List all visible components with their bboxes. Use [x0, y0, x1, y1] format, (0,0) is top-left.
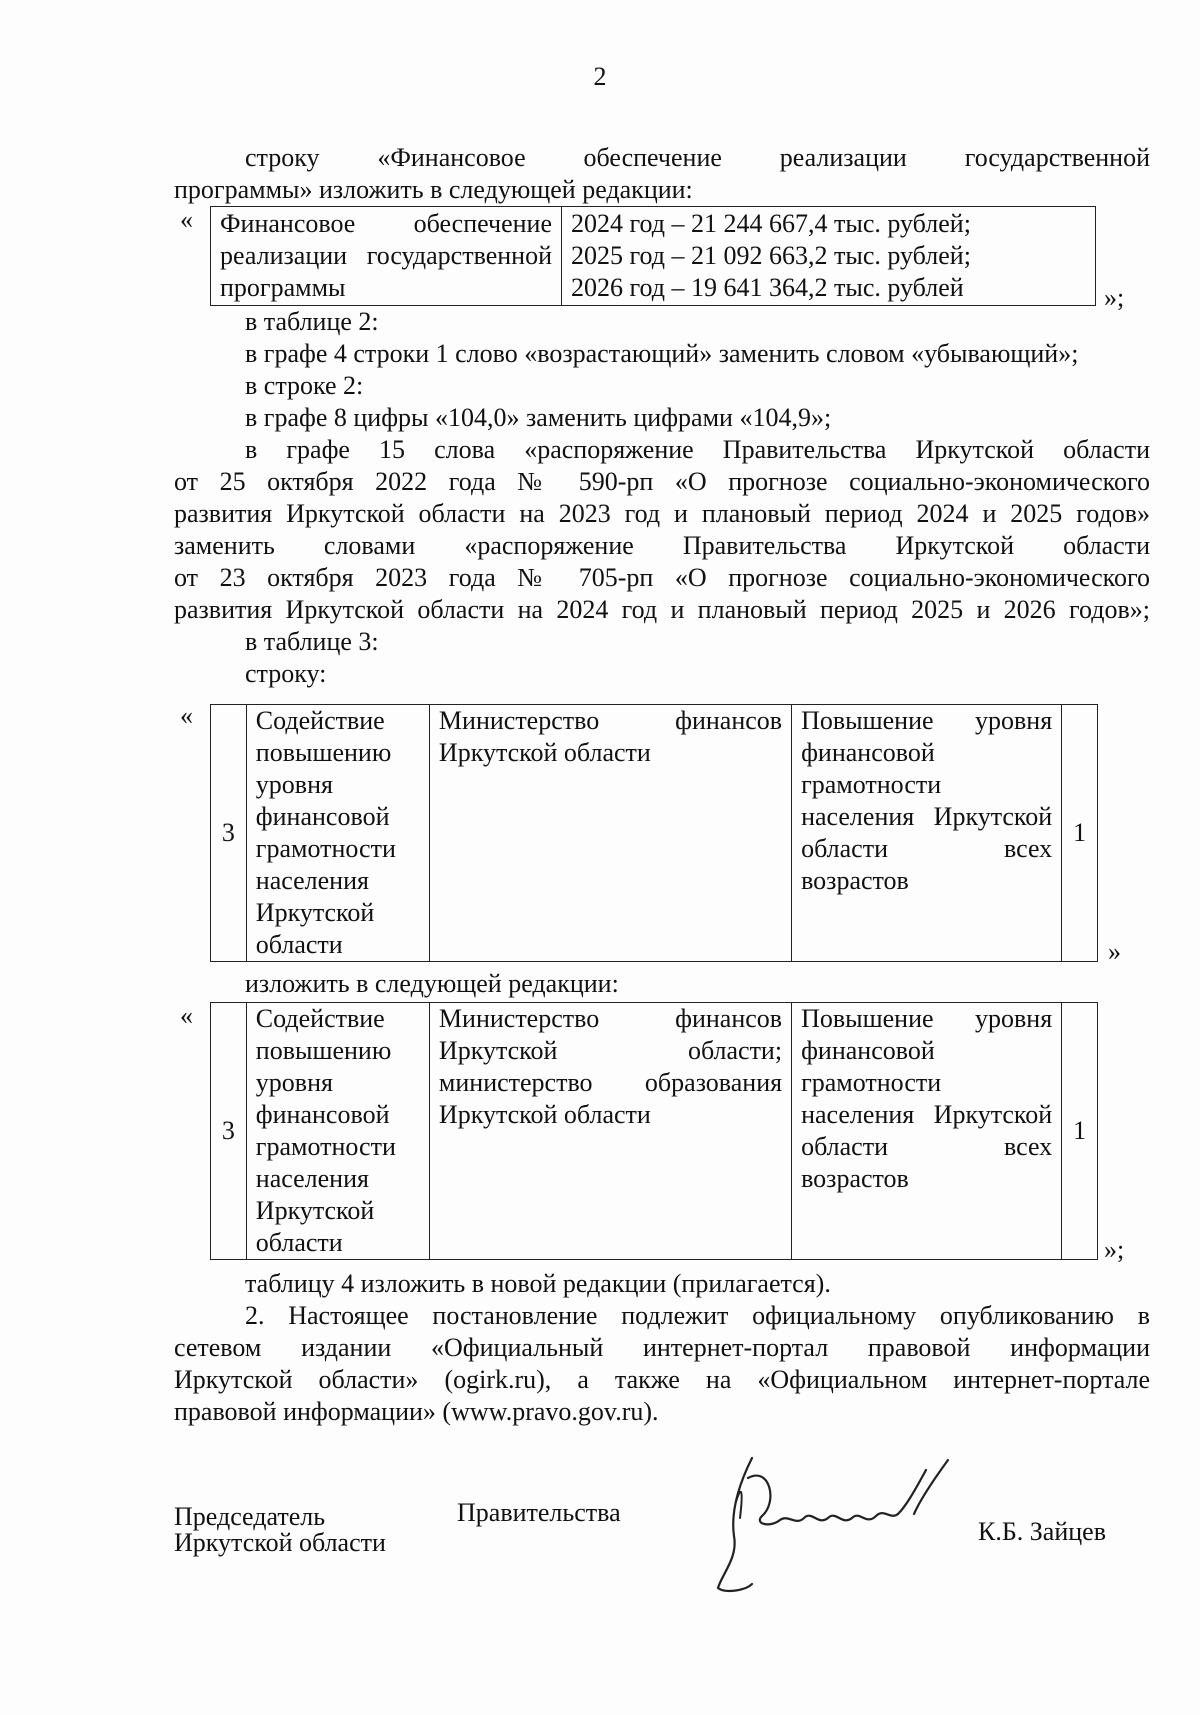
financing-label-line: реализации государственной: [220, 241, 552, 270]
signer-title: Иркутской области: [174, 1528, 386, 1557]
page-number: 2: [593, 62, 607, 91]
measure-name-line: повышению: [255, 738, 392, 767]
paragraph-line: таблицу 4 изложить в новой редакции (прилагается).: [245, 1269, 831, 1298]
paragraph-line: в графе 15 слова «распоряжение Правительства Иркутской области: [245, 435, 1150, 464]
measure-name-line: Содействие: [255, 1004, 385, 1033]
paragraph-line: в таблице 3:: [245, 627, 379, 656]
handwritten-signature-icon: [700, 1448, 970, 1598]
measure-name-line: уровня: [255, 1068, 333, 1097]
quote-open: «: [180, 205, 193, 234]
financing-label-line: Финансовое обеспечение: [220, 209, 552, 238]
paragraph-line: в строке 2:: [245, 371, 364, 400]
financing-value-line: 2024 год – 21 244 667,4 тыс. рублей;: [571, 209, 971, 238]
measure-name-line: финансовой: [255, 802, 390, 831]
measure-name-cell: [246, 1003, 429, 1260]
goal-cell: Повышение уровня финансовой грамотности населения Иркутской области всех возрастов: [792, 1003, 1062, 1260]
measure-name-cell: [246, 705, 429, 962]
paragraph-line: в таблице 2:: [245, 307, 379, 336]
paragraph-line: правовой информации» (www.pravo.gov.ru).: [174, 1397, 659, 1426]
measure-name-line: повышению: [255, 1036, 392, 1065]
financing-label-line: программы: [220, 273, 346, 302]
paragraph-line: от 23 октября 2023 года № 705-рп «О прогнозе социально-экономического: [174, 563, 1150, 592]
measure-name-line: грамотности: [255, 1132, 396, 1161]
paragraph-line: Иркутской области» (ogirk.ru), а также на «Официальном интернет-портале: [174, 1365, 1150, 1394]
signer-name: К.Б. Зайцев: [978, 1517, 1106, 1546]
measure-name-line: области: [255, 930, 343, 959]
value-cell: 1: [1062, 1003, 1098, 1260]
measure-name-line: финансовой: [255, 1100, 390, 1129]
goal-cell: Повышение уровня финансовой грамотности населения Иркутской области всех возрастов: [792, 705, 1062, 962]
paragraph-line: в графе 4 строки 1 слово «возрастающий» заменить словом «убывающий»;: [245, 339, 1079, 368]
row-number-cell: 3: [211, 705, 247, 962]
paragraph-line: строку:: [245, 659, 327, 688]
row-new-table: [210, 1002, 1098, 1260]
quote-close: »: [1108, 937, 1121, 966]
paragraph-line: программы» изложить в следующей редакции:: [174, 175, 693, 204]
quote-close: »;: [1104, 1235, 1125, 1264]
measure-name-line: уровня: [255, 770, 333, 799]
row-old-table: [210, 704, 1098, 962]
financing-values-cell: [562, 207, 1096, 306]
measure-name-line: Содействие: [255, 706, 385, 735]
paragraph-line: сетевом издании «Официальный интернет-портал правовой информации: [174, 1333, 1150, 1362]
financing-table: [210, 206, 1096, 306]
measure-name-line: Иркутской: [255, 898, 375, 927]
paragraph-line: заменить словами «распоряжение Правительства Иркутской области: [174, 531, 1150, 560]
financing-label-cell: [211, 207, 562, 306]
measure-name-line: области: [255, 1228, 343, 1257]
measure-name-line: населения: [255, 1164, 369, 1193]
paragraph-line: 2. Настоящее постановление подлежит официальному опубликованию в: [245, 1301, 1150, 1330]
quote-open: «: [180, 1001, 193, 1030]
measure-name-line: Иркутской: [255, 1196, 375, 1225]
financing-value-line: 2026 год – 19 641 364,2 тыс. рублей: [571, 273, 964, 302]
signer-title: Председатель: [174, 1502, 326, 1531]
financing-value-line: 2025 год – 21 092 663,2 тыс. рублей;: [571, 241, 971, 270]
executor-cell: Министерство финансов Иркутской области; министерство образования Иркутской области: [429, 1003, 791, 1260]
paragraph-line: строку «Финансовое обеспечение реализации государственной: [245, 143, 1150, 172]
value-cell: 1: [1062, 705, 1098, 962]
quote-close: »;: [1104, 283, 1125, 312]
paragraph-line: развития Иркутской области на 2023 год и плановый период 2024 и 2025 годов»: [174, 499, 1150, 528]
measure-name-line: населения: [255, 866, 369, 895]
paragraph-line: развития Иркутской области на 2024 год и плановый период 2025 и 2026 годов»;: [174, 595, 1150, 624]
paragraph-line: от 25 октября 2022 года № 590-рп «О прогнозе социально-экономического: [174, 467, 1150, 496]
paragraph-line: изложить в следующей редакции:: [245, 969, 619, 998]
row-number-cell: 3: [211, 1003, 247, 1260]
paragraph-line: в графе 8 цифры «104,0» заменить цифрами «104,9»;: [245, 403, 832, 432]
quote-open: «: [180, 701, 193, 730]
executor-cell: Министерство финансов Иркутской области: [429, 705, 791, 962]
signer-title: Правительства: [457, 1498, 621, 1527]
measure-name-line: грамотности: [255, 834, 396, 863]
